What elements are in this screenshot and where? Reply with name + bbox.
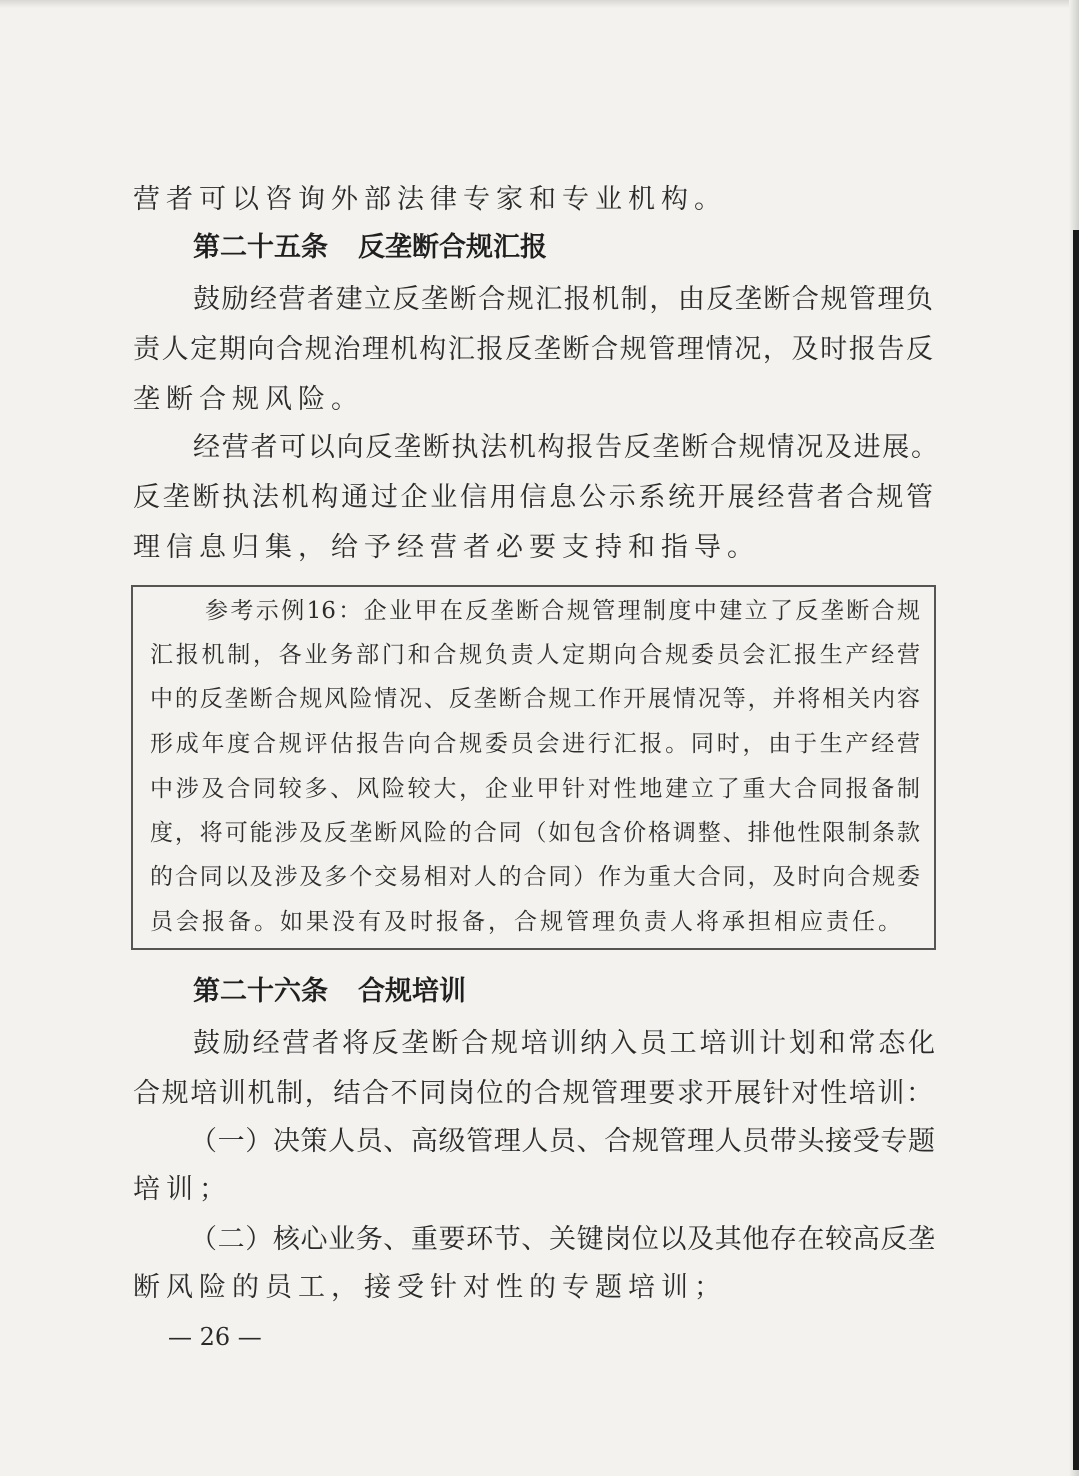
scan-dark-edge xyxy=(1073,230,1079,1470)
example-box-line: 中的反垄断合规风险情况、反垄断合规工作开展情况等，并将相关内容 xyxy=(150,686,920,712)
article-26-para1-line: 合规培训机制，结合不同岗位的合规管理要求开展针对性培训： xyxy=(133,1078,933,1109)
scan-top-shadow xyxy=(0,0,1079,8)
article-25-para2-line: 反垄断执法机构通过企业信用信息公示系统开展经营者合规管 xyxy=(133,482,933,513)
article-25-para2-line: 理信息归集，给予经营者必要支持和指导。 xyxy=(133,532,760,563)
example-box-line: 汇报机制，各业务部门和合规负责人定期向合规委员会汇报生产经营 xyxy=(150,642,920,668)
example-box-line: 中涉及合同较多、风险较大，企业甲针对性地建立了重大合同报备制 xyxy=(150,776,920,802)
example-box-line: 度，将可能涉及反垄断风险的合同（如包含价格调整、排他性限制条款 xyxy=(150,820,920,846)
article-26-item2-line: （二）核心业务、重要环节、关键岗位以及其他存在较高反垄 xyxy=(190,1224,935,1255)
example-box-line: 参考示例16：企业甲在反垄断合规管理制度中建立了反垄断合规 xyxy=(205,598,920,624)
continuation-line: 营者可以咨询外部法律专家和专业机构。 xyxy=(133,184,727,215)
article-26-item2-line: 断风险的员工，接受针对性的专题培训； xyxy=(133,1272,727,1303)
article-25-title: 反垄断合规汇报 xyxy=(358,232,547,263)
article-26-title: 合规培训 xyxy=(358,976,466,1007)
article-26-para1-line: 鼓励经营者将反垄断合规培训纳入员工培训计划和常态化 xyxy=(193,1028,935,1059)
article-25-para1-line: 垄断合规风险。 xyxy=(133,384,364,415)
article-26-number: 第二十六条 xyxy=(193,976,328,1007)
article-25-number: 第二十五条 xyxy=(193,232,328,263)
article-26-item1-line: 培训； xyxy=(133,1174,232,1205)
article-25-heading xyxy=(193,228,547,268)
page-number: — 26 — xyxy=(168,1323,262,1351)
article-26-heading xyxy=(193,972,466,1012)
article-25-para1-line: 责人定期向合规治理机构汇报反垄断合规管理情况，及时报告反 xyxy=(133,334,933,365)
article-25-para1-line: 鼓励经营者建立反垄断合规汇报机制，由反垄断合规管理负 xyxy=(193,284,933,315)
article-26-item1-line: （一）决策人员、高级管理人员、合规管理人员带头接受专题 xyxy=(190,1126,935,1157)
example-box-line: 的合同以及涉及多个交易相对人的合同）作为重大合同，及时向合规委 xyxy=(150,864,920,890)
example-box-line: 形成年度合规评估报告向合规委员会进行汇报。同时，由于生产经营 xyxy=(150,731,920,757)
example-box-line: 员会报备。如果没有及时报备，合规管理负责人将承担相应责任。 xyxy=(150,909,904,935)
article-25-para2-line: 经营者可以向反垄断执法机构报告反垄断合规情况及进展。 xyxy=(193,432,938,463)
